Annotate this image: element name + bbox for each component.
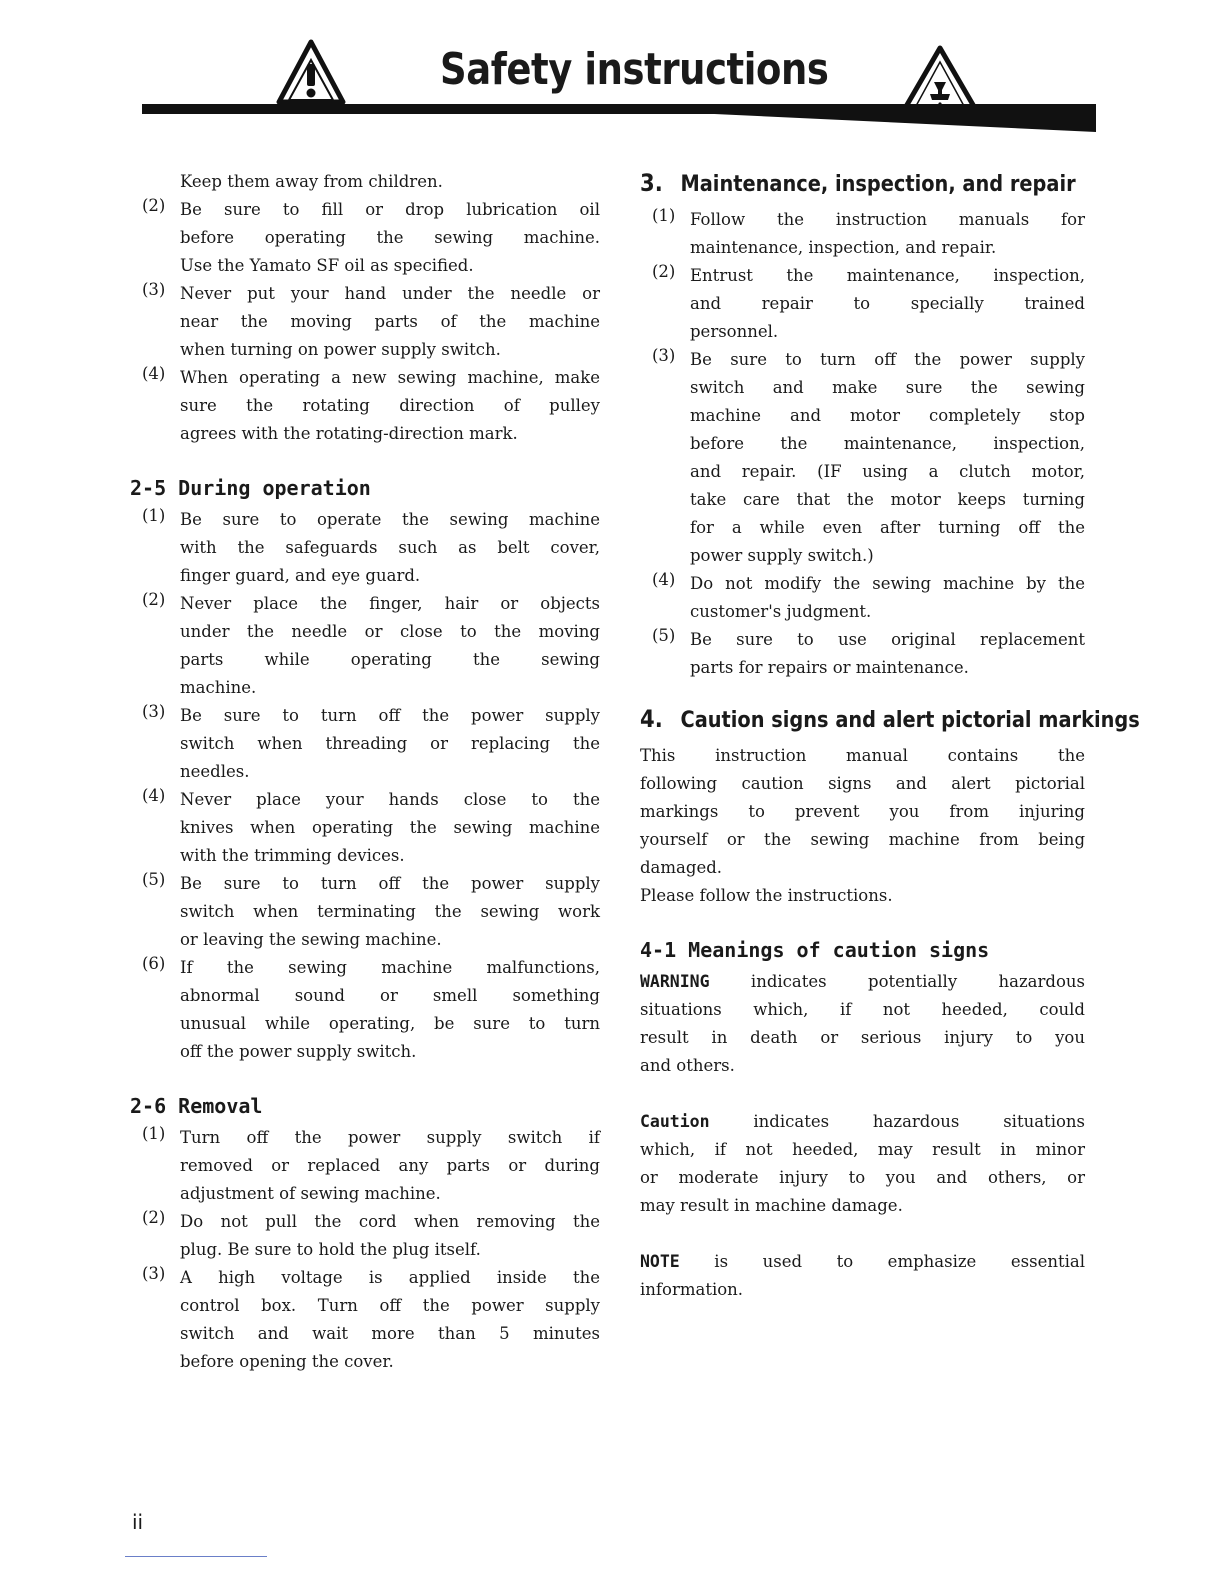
item-line: with the trimming devices. (180, 846, 405, 865)
item-line: Be sure to operate the sewing machine (180, 510, 600, 529)
text-line: which, if not heeded, may result in minor (640, 1140, 1085, 1159)
item-number: (4) (142, 364, 166, 383)
item-line: Never put your hand under the needle or (180, 284, 600, 303)
caution-term: Caution (640, 1112, 710, 1131)
warning-rest (640, 996, 1085, 1080)
list-item (130, 590, 600, 702)
item-line: If the sewing machine malfunctions, (180, 958, 600, 977)
item-line: and repair to specially trained (690, 294, 1085, 313)
item-line: machine. (180, 678, 257, 697)
item-line: unusual while operating, be sure to turn (180, 1014, 600, 1033)
list-item (130, 364, 600, 448)
item-line: Turn off the power supply switch if (180, 1128, 600, 1147)
caution-definition (640, 1108, 1085, 1220)
text-line: information. (640, 1280, 744, 1299)
item-number: (5) (652, 626, 676, 645)
text-line: following caution signs and alert pictorial (640, 774, 1085, 793)
item-number: (4) (142, 786, 166, 805)
note-term: NOTE (640, 1252, 680, 1271)
list-item (130, 1208, 600, 1264)
warning-line (640, 968, 1085, 996)
item-number: (1) (142, 506, 166, 525)
item-line: sure the rotating direction of pulley (180, 396, 600, 415)
list-item (130, 506, 600, 590)
right-column (640, 168, 1140, 1304)
list-item (130, 870, 600, 954)
page-title: Safety instructions (440, 44, 829, 95)
item-line: removed or replaced any parts or during (180, 1156, 600, 1175)
item-line: machine and motor completely stop (690, 406, 1085, 425)
item-number: (3) (142, 1264, 166, 1283)
spacer (640, 1080, 1085, 1108)
item-number: (3) (142, 702, 166, 721)
list-maintenance (640, 206, 1085, 682)
item-line: Do not pull the cord when removing the (180, 1212, 600, 1231)
text-line: may result in machine damage. (640, 1196, 903, 1215)
warning-term: WARNING (640, 972, 710, 991)
list-item (640, 626, 1085, 682)
item-line: near the moving parts of the machine (180, 312, 600, 331)
item-line: when turning on power supply switch. (180, 340, 501, 359)
item-line: Be sure to turn off the power supply (180, 874, 600, 893)
text-line: and others. (640, 1056, 735, 1075)
list-item (130, 280, 600, 364)
page-number: ii (132, 1510, 144, 1534)
intro-text (130, 168, 600, 196)
list-item (640, 262, 1085, 346)
item-line: plug. Be sure to hold the plug itself. (180, 1240, 481, 1259)
item-number: (1) (652, 206, 676, 225)
section-number: 4. (640, 705, 663, 733)
item-line: Be sure to use original replacement (690, 630, 1085, 649)
section-title: Maintenance, inspection, and repair (680, 172, 1076, 197)
item-number: (2) (142, 590, 166, 609)
item-line: switch and wait more than 5 minutes (180, 1324, 600, 1343)
item-line: before the maintenance, inspection, (690, 434, 1085, 453)
section-heading-2-5: 2-5 During operation (130, 476, 371, 500)
warning-triangle-icon (275, 38, 347, 106)
item-line: switch when terminating the sewing work (180, 902, 600, 921)
item-line: control box. Turn off the power supply (180, 1296, 600, 1315)
section-heading-2-6: 2-6 Removal (130, 1094, 263, 1118)
intro-line: Keep them away from children. (180, 172, 443, 191)
list-item (640, 570, 1085, 626)
item-line: switch when threading or replacing the (180, 734, 600, 753)
list-during-operation (130, 506, 600, 1066)
item-line: knives when operating the sewing machine (180, 818, 600, 837)
item-line: finger guard, and eye guard. (180, 566, 421, 585)
list-item (640, 346, 1085, 570)
note-text: is used to emphasize essential (679, 1252, 1085, 1271)
item-line: take care that the motor keeps turning (690, 490, 1085, 509)
list-continued (130, 196, 600, 448)
item-line: adjustment of sewing machine. (180, 1184, 441, 1203)
item-line: Be sure to turn off the power supply (180, 706, 600, 725)
caution-rest (640, 1136, 1085, 1220)
follow-line: Please follow the instructions. (640, 886, 893, 905)
item-line: switch and make sure the sewing (690, 378, 1085, 397)
item-line: off the power supply switch. (180, 1042, 417, 1061)
header-rule (142, 104, 1096, 114)
item-number: (6) (142, 954, 166, 973)
item-line: Do not modify the sewing machine by the (690, 574, 1085, 593)
item-number: (4) (652, 570, 676, 589)
item-line: Be sure to fill or drop lubrication oil (180, 200, 600, 219)
note-line (640, 1248, 1085, 1276)
item-line: Never place the finger, hair or objects (180, 594, 600, 613)
section-4-paragraph (640, 742, 1085, 882)
text-line: markings to prevent you from injuring (640, 802, 1085, 821)
section-title: Caution signs and alert pictorial markings (680, 708, 1140, 733)
list-item (130, 786, 600, 870)
text-line: damaged. (640, 858, 723, 877)
item-line: Entrust the maintenance, inspection, (690, 266, 1085, 285)
list-item (130, 1124, 600, 1208)
item-line: Use the Yamato SF oil as specified. (180, 256, 474, 275)
item-line: A high voltage is applied inside the (180, 1268, 600, 1287)
item-line: power supply switch.) (690, 546, 874, 565)
section-number: 3. (640, 169, 663, 197)
list-item (640, 206, 1085, 262)
warning-text: indicates potentially hazardous (709, 972, 1085, 991)
text-line: yourself or the sewing machine from being (640, 830, 1085, 849)
item-line: maintenance, inspection, and repair. (690, 238, 997, 257)
text-line: situations which, if not heeded, could (640, 1000, 1085, 1019)
item-line: Never place your hands close to the (180, 790, 600, 809)
section-heading-3 (640, 168, 1076, 200)
item-number: (3) (142, 280, 166, 299)
list-item (130, 196, 600, 280)
item-number: (2) (652, 262, 676, 281)
header-rule-wedge (142, 114, 1096, 132)
item-line: before operating the sewing machine. (180, 228, 600, 247)
item-line: or leaving the sewing machine. (180, 930, 442, 949)
item-line: Follow the instruction manuals for (690, 210, 1085, 229)
page-header (0, 0, 1224, 140)
item-line: with the safeguards such as belt cover, (180, 538, 600, 557)
item-line: parts while operating the sewing (180, 650, 600, 669)
item-number: (2) (142, 1208, 166, 1227)
list-item (130, 702, 600, 786)
caution-text: indicates hazardous situations (709, 1112, 1085, 1131)
spacer (640, 1220, 1085, 1248)
item-line: needles. (180, 762, 250, 781)
item-line: When operating a new sewing machine, make (180, 368, 600, 387)
item-line: agrees with the rotating-direction mark. (180, 424, 518, 443)
item-line: and repair. (IF using a clutch motor, (690, 462, 1085, 481)
item-line: customer's judgment. (690, 602, 872, 621)
item-line: Be sure to turn off the power supply (690, 350, 1085, 369)
list-removal (130, 1124, 600, 1376)
note-definition (640, 1248, 1085, 1304)
item-number: (1) (142, 1124, 166, 1143)
list-item (130, 954, 600, 1066)
list-item (130, 1264, 600, 1376)
item-line: abnormal sound or smell something (180, 986, 600, 1005)
note-rest (640, 1276, 1085, 1304)
footer-line (125, 1556, 267, 1557)
text-line: This instruction manual contains the (640, 746, 1085, 765)
item-line: for a while even after turning off the (690, 518, 1085, 537)
item-number: (5) (142, 870, 166, 889)
caution-line (640, 1108, 1085, 1136)
item-number: (3) (652, 346, 676, 365)
item-line: personnel. (690, 322, 779, 341)
warning-definition (640, 968, 1085, 1080)
item-line: before opening the cover. (180, 1352, 394, 1371)
text-line: result in death or serious injury to you (640, 1028, 1085, 1047)
item-line: parts for repairs or maintenance. (690, 658, 969, 677)
section-heading-4-1: 4-1 Meanings of caution signs (640, 938, 990, 962)
follow-text (640, 882, 1085, 910)
section-heading-4 (640, 704, 1140, 736)
item-number: (2) (142, 196, 166, 215)
item-line: under the needle or close to the moving (180, 622, 600, 641)
text-line: or moderate injury to you and others, or (640, 1168, 1085, 1187)
left-column (130, 168, 600, 1376)
